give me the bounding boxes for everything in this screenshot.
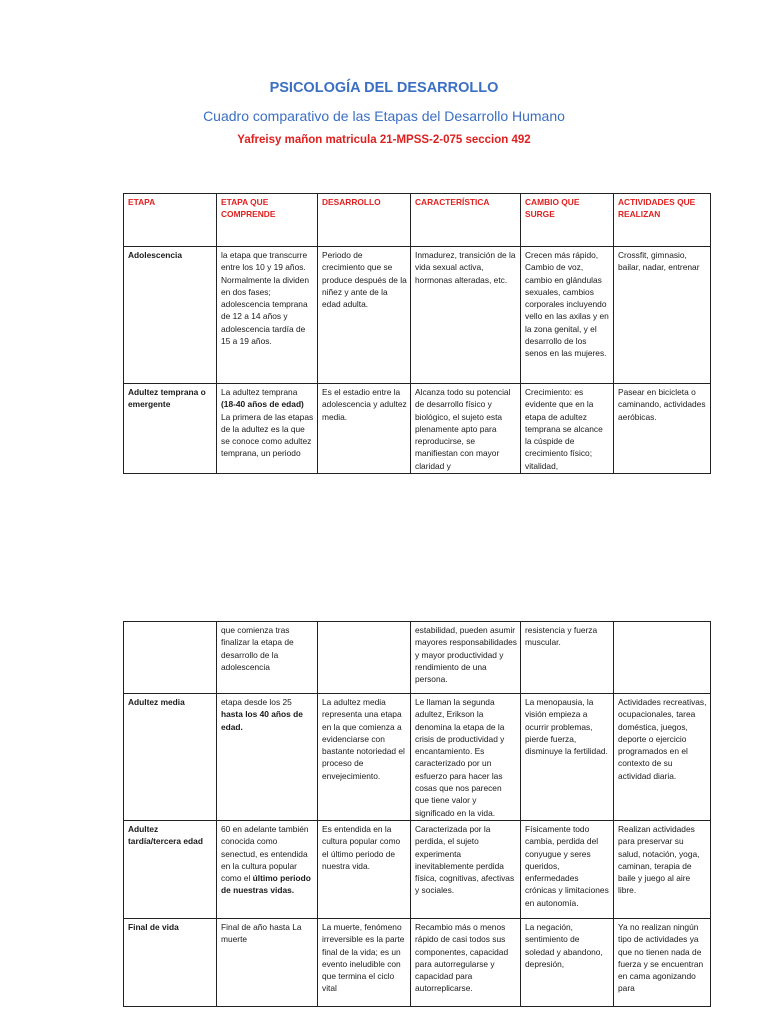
document-subtitle: Cuadro comparativo de las Etapas del Desarrollo Humano — [203, 108, 565, 124]
desarrollo-cell: La adultez media representa una etapa en la que comienza a evidenciarse con bastante notoriedad el proceso de envejecimiento. — [318, 694, 411, 821]
cambio-cell: Físicamente todo cambia, perdida del conyugue y seres queridos, enfermedades crónicas y limitaciones en autonomía. — [521, 820, 614, 918]
actividades-cell — [614, 622, 711, 694]
page-break-gap — [0, 472, 768, 620]
actividades-cell: Actividades recreativas, ocupacionales, tarea doméstica, juegos, deporte o ejercicio programados en el contexto de su actividad diaria. — [614, 694, 711, 821]
table-row — [124, 622, 711, 694]
header-cell-etapa: ETAPA — [124, 194, 217, 247]
comprende-cell — [217, 820, 318, 918]
desarrollo-cell: Periodo de crecimiento que se produce después de la niñez y ante de la edad adulta. — [318, 247, 411, 384]
caracteristica-cell: estabilidad, pueden asumir mayores responsabilidades y mayor productividad y rendimiento de una persona. — [411, 622, 521, 694]
header-cell-caracteristica: CARACTERÍSTICA — [411, 194, 521, 247]
comprende-text: 60 en adelante también conocida como senectud, es entendida en la cultura popular como el — [221, 823, 309, 884]
caracteristica-cell: Alcanza todo su potencial de desarrollo físico y biológico, el sujeto esta plenamente apto para reproducirse, se manifiestan con mayor claridad y — [411, 384, 521, 474]
comparison-table-page-1 — [123, 193, 711, 474]
caracteristica-cell: Recambio más o menos rápido de casi todos sus componentes, capacidad para autorregularse y capacidad para autorreplicarse. — [411, 918, 521, 1006]
comprende-bold-text: último periodo de nuestras vidas. — [221, 873, 311, 896]
table-header-row — [124, 194, 711, 247]
cambio-cell: resistencia y fuerza muscular. — [521, 622, 614, 694]
header-cell-cambio-que-surge: CAMBIO QUE SURGE — [521, 194, 614, 247]
stage-name-cell: Adultez tardía/tercera edad — [124, 820, 217, 918]
comprende-bold-text: (18-40 años de edad) — [221, 399, 304, 410]
header-cell-desarrollo: DESARROLLO — [318, 194, 411, 247]
table-row — [124, 820, 711, 918]
cambio-cell: Crecimiento: es evidente que en la etapa de adultez temprana se alcance la cúspide de crecimiento físico; vitalidad, — [521, 384, 614, 474]
caracteristica-cell: Inmadurez, transición de la vida sexual activa, hormonas alteradas, etc. — [411, 247, 521, 384]
stage-name-cell: Adultez temprana o emergente — [124, 384, 217, 474]
stage-name-cell: Adultez media — [124, 694, 217, 821]
actividades-cell: Crossfit, gimnasio, bailar, nadar, entrenar — [614, 247, 711, 384]
actividades-cell: Ya no realizan ningún tipo de actividades ya que no tienen nada de fuerza y se encuentran en cama agonizando para — [614, 918, 711, 1006]
desarrollo-cell: La muerte, fenómeno irreversible es la parte final de la vida; es un evento ineludible con que termina el ciclo vital — [318, 918, 411, 1006]
stage-name-cell: Final de vida — [124, 918, 217, 1006]
comprende-cell: la etapa que transcurre entre los 10 y 19 años. Normalmente la dividen en dos fases; adolescencia temprana de 12 a 14 años y adolescencia tardía de 15 a 19 años. — [217, 247, 318, 384]
stage-name-cell: Adolescencia — [124, 247, 217, 384]
header-cell-etapa-que-comprende: ETAPA QUE COMPRENDE — [217, 194, 318, 247]
comprende-bold-text: hasta los 40 años de edad. — [221, 709, 303, 732]
table-row — [124, 694, 711, 821]
desarrollo-cell — [318, 622, 411, 694]
table-row — [124, 384, 711, 474]
comprende-text: etapa desde los 25 — [221, 697, 292, 707]
comprende-text: La adultez temprana — [221, 387, 298, 397]
comprende-cell — [217, 384, 318, 474]
actividades-cell: Pasear en bicicleta o caminando, actividades aeróbicas. — [614, 384, 711, 474]
caracteristica-cell: Le llaman la segunda adultez, Erikson la denomina la etapa de la crisis de productividad y encantamiento. Es caracterizado por un esfuerzo para hacer las cosas que nos parecen que tiene valor y significado en la vida. — [411, 694, 521, 821]
table-row — [124, 247, 711, 384]
table-row — [124, 918, 711, 1006]
author-line: Yafreisy mañon matricula 21-MPSS-2-075 seccion 492 — [237, 134, 531, 146]
cambio-cell: Crecen más rápido, Cambio de voz, cambio en glándulas sexuales, cambios corporales incluyendo vello en las axilas y en la zona genital, y el desarrollo de los senos en las mujeres. — [521, 247, 614, 384]
document-title: PSICOLOGÍA DEL DESARROLLO — [269, 80, 499, 96]
comprende-cell — [217, 694, 318, 821]
comprende-cell: que comienza tras finalizar la etapa de desarrollo de la adolescencia — [217, 622, 318, 694]
header-cell-actividades: ACTIVIDADES QUE REALIZAN — [614, 194, 711, 247]
caracteristica-cell: Caracterizada por la perdida, el sujeto experimenta inevitablemente perdida física, cognitivas, afectivas y sociales. — [411, 820, 521, 918]
desarrollo-cell: Es el estadio entre la adolescencia y adultez media. — [318, 384, 411, 474]
cambio-cell: La menopausia, la visión empieza a ocurrir problemas, pierde fuerza, disminuye la fertilidad. — [521, 694, 614, 821]
comprende-cell: Final de año hasta La muerte — [217, 918, 318, 1006]
cambio-cell: La negación, sentimiento de soledad y abandono, depresión, — [521, 918, 614, 1006]
comparison-table-page-2 — [123, 621, 711, 1007]
desarrollo-cell: Es entendida en la cultura popular como el último periodo de nuestra vida. — [318, 820, 411, 918]
comprende-text: La primera de las etapas de la adultez es la que se conoce como adultez temprana, un periodo — [221, 411, 314, 459]
actividades-cell: Realizan actividades para preservar su salud, notación, yoga, caminan, terapia de baile y juego al aire libre. — [614, 820, 711, 918]
stage-name-cell — [124, 622, 217, 694]
